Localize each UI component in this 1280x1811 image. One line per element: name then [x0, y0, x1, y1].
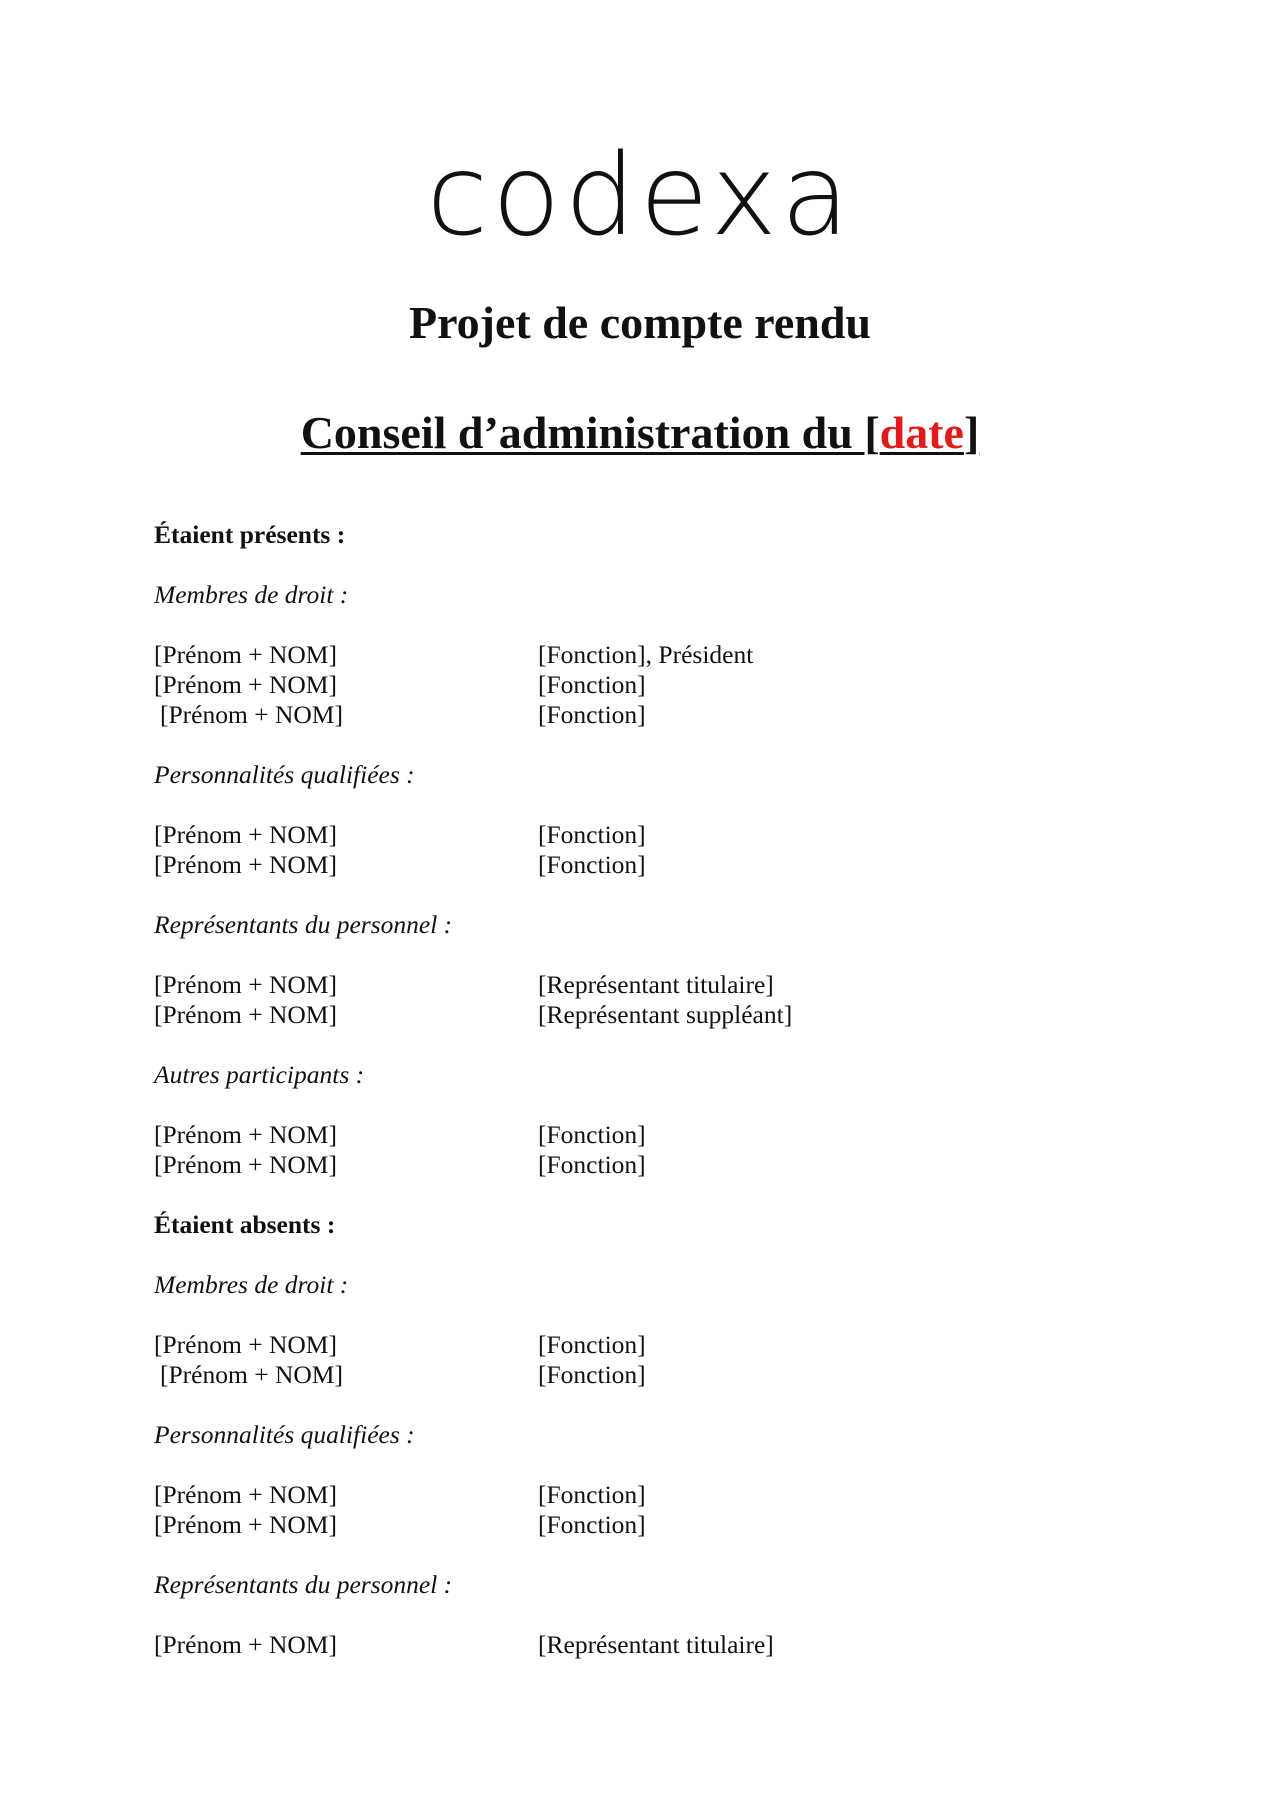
- absentee-name: [Prénom + NOM]: [154, 1630, 337, 1659]
- absentee-list: [154, 1480, 1154, 1540]
- section-label: Membres de droit :: [154, 580, 349, 609]
- attendee-role: [Représentant suppléant]: [538, 1000, 793, 1029]
- subtitle-prefix: Conseil d’administration du [: [300, 407, 880, 458]
- absentee-role: [Fonction]: [538, 1330, 646, 1359]
- absentee-role: [Représentant titulaire]: [538, 1630, 774, 1659]
- attendee-row: [154, 700, 1154, 730]
- attendee-role: [Fonction]: [538, 1120, 646, 1149]
- attendee-role: [Fonction]: [538, 850, 646, 879]
- date-placeholder: date: [879, 407, 964, 458]
- absentee-name: [Prénom + NOM]: [154, 1330, 337, 1359]
- attendee-name: [Prénom + NOM]: [154, 820, 337, 849]
- attendee-name: [Prénom + NOM]: [160, 700, 343, 729]
- absentee-role: [Fonction]: [538, 1480, 646, 1509]
- attendee-row: [154, 970, 1154, 1000]
- absentee-row: [154, 1630, 1154, 1660]
- section-label: Personnalités qualifiées :: [154, 1420, 415, 1449]
- document-body: [154, 520, 1154, 1690]
- attendee-name: [Prénom + NOM]: [154, 1150, 337, 1179]
- section-label: Personnalités qualifiées :: [154, 760, 415, 789]
- attendee-row: [154, 820, 1154, 850]
- document-subtitle: [0, 408, 1280, 459]
- attendee-name: [Prénom + NOM]: [154, 1120, 337, 1149]
- section-label: Membres de droit :: [154, 1270, 349, 1299]
- attendee-role: [Fonction]: [538, 820, 646, 849]
- attendee-list: [154, 1120, 1154, 1180]
- absentee-name: [Prénom + NOM]: [154, 1480, 337, 1509]
- absentee-row: [154, 1360, 1154, 1390]
- attendee-list: [154, 970, 1154, 1030]
- attendee-list: [154, 820, 1154, 880]
- absentee-row: [154, 1480, 1154, 1510]
- attendee-row: [154, 640, 1154, 670]
- attendee-role: [Fonction]: [538, 700, 646, 729]
- attendee-role: [Fonction]: [538, 670, 646, 699]
- subtitle-suffix: ]: [963, 407, 980, 458]
- absentee-list: [154, 1630, 1154, 1660]
- attendee-list: [154, 640, 1154, 730]
- attendee-role: [Fonction], Président: [538, 640, 754, 669]
- attendee-name: [Prénom + NOM]: [154, 670, 337, 699]
- section-label: Représentants du personnel :: [154, 910, 453, 939]
- attendee-role: [Représentant titulaire]: [538, 970, 774, 999]
- attendee-name: [Prénom + NOM]: [154, 850, 337, 879]
- attendee-row: [154, 1120, 1154, 1150]
- absentee-name: [Prénom + NOM]: [160, 1360, 343, 1389]
- attendee-row: [154, 850, 1154, 880]
- attendee-row: [154, 1150, 1154, 1180]
- absentee-row: [154, 1510, 1154, 1540]
- section-label: Autres participants :: [154, 1060, 365, 1089]
- attendee-row: [154, 1000, 1154, 1030]
- section-label: Représentants du personnel :: [154, 1570, 453, 1599]
- absentee-list: [154, 1330, 1154, 1390]
- attendee-name: [Prénom + NOM]: [154, 640, 337, 669]
- absentee-role: [Fonction]: [538, 1510, 646, 1539]
- attendee-role: [Fonction]: [538, 1150, 646, 1179]
- present-heading: Étaient présents :: [154, 520, 346, 549]
- attendee-name: [Prénom + NOM]: [154, 1000, 337, 1029]
- absentee-name: [Prénom + NOM]: [154, 1510, 337, 1539]
- attendee-row: [154, 670, 1154, 700]
- absent-heading: Étaient absents :: [154, 1210, 336, 1239]
- document-title: Projet de compte rendu: [408, 297, 872, 348]
- absentee-row: [154, 1330, 1154, 1360]
- codexa-logo: codexa: [426, 131, 854, 261]
- attendee-name: [Prénom + NOM]: [154, 970, 337, 999]
- absentee-role: [Fonction]: [538, 1360, 646, 1389]
